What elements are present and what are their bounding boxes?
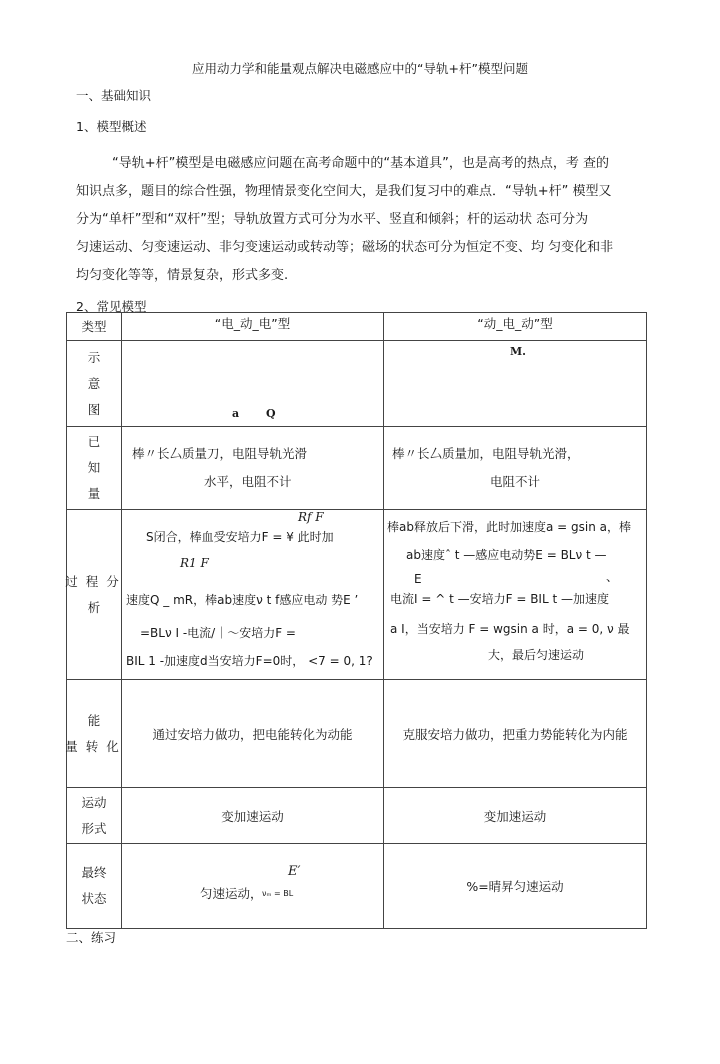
table-row-motion: [67, 788, 647, 844]
row-label-process: [67, 510, 122, 680]
process-col1-line6: BIL 1 -加速度d当安培力F=0时， <7 = 0, 1?: [126, 654, 373, 668]
label-char: 意: [87, 375, 101, 391]
label-line: 能: [87, 712, 101, 728]
overview-line: 均匀变化等等，情景复杂，形式多变.: [76, 268, 289, 283]
diagram-cell-col1: [122, 341, 384, 427]
process-col1-line4: 速度Q _ mR，棒ab速度ν t f感应电动 势E ’: [126, 593, 359, 607]
process-col2-line4: 电流I = ^ t —安培力F = BIL t —加速度: [390, 592, 609, 606]
section-heading-basics: 一、基础知识: [76, 88, 152, 103]
final-col1-subscript: νₘ = BL: [262, 889, 294, 898]
process-col2-line3a: E: [414, 572, 422, 586]
header-category: 类型: [67, 313, 122, 341]
process-cell-col2: [384, 510, 647, 680]
final-cell-col2: %=晴昇匀速运动: [384, 844, 647, 929]
process-col2-line3b: 、: [606, 570, 619, 584]
known-cell-col2: [384, 427, 647, 510]
table-row-known: [67, 427, 647, 510]
table-row-energy: [67, 680, 647, 788]
label-line: 运动: [81, 794, 107, 810]
model-comparison-table: [66, 312, 647, 929]
label-line: 形式: [81, 820, 107, 836]
header-col1: [122, 313, 384, 341]
overview-line: 匀速运动、匀变速运动、非匀变速运动或转动等；磁场的状态可分为恒定不变、均 匀变化和非: [76, 240, 614, 255]
known-col1-line2: 水平，电阻不计: [204, 474, 292, 489]
row-label-motion: [67, 788, 122, 844]
row-label-diagram: [67, 341, 122, 427]
row-label-energy: [67, 680, 122, 788]
header-col1-label: “电_动_电”型: [214, 316, 291, 331]
overview-line: 分为“单杆”型和“双杆”型；导轨放置方式可分为水平、竖直和倾斜；杆的运动状 态可分为: [76, 212, 589, 227]
document-title: 应用动力学和能量观点解决电磁感应中的“导轨+杆”模型问题: [192, 61, 528, 76]
label-char: 图: [87, 401, 101, 417]
label-line: 析: [87, 599, 101, 615]
label-line: 量 转 化: [65, 738, 121, 754]
final-col1-formula-top: E′: [288, 864, 301, 879]
known-cell-col1: [122, 427, 384, 510]
energy-cell-col2: 克服安培力做功，把重力势能转化为内能: [384, 680, 647, 788]
process-col2-line1: 棒ab释放后下滑，此时加速度a = gsin a，棒: [387, 520, 631, 534]
motion-cell-col1: 变加速运动: [122, 788, 384, 844]
known-col2-line2: 电阻不计: [490, 474, 541, 489]
process-col2-line6: 大，最后匀速运动: [488, 648, 585, 662]
section-heading-exercises: 二、练习: [66, 930, 117, 945]
header-col2-label: “动_电_动”型: [477, 316, 553, 331]
process-col2-line5: a I，当安培力 F = wgsin a 时，a = 0, ν 最: [390, 622, 630, 636]
motion-cell-col2: 变加速运动: [384, 788, 647, 844]
process-col1-line2: S闭合，棒血受安培力F = ¥ 此时加: [146, 530, 334, 544]
overview-paragraph: [76, 150, 650, 290]
subsection-heading-models: 2、常见模型: [76, 299, 147, 314]
process-cell-col1: [122, 510, 384, 680]
known-col1-line1: 棒〃长厶质量刀，电阻导轨光滑: [132, 446, 308, 461]
process-col1-line1: Rf F: [298, 510, 324, 524]
label-line: 状态: [81, 891, 107, 906]
diagram-label-m: M.: [510, 345, 527, 358]
overview-line: “导轨+杆”模型是电磁感应问题在高考命题中的“基本道具”，也是高考的热点，考 查的: [112, 156, 609, 171]
header-col2: [384, 313, 647, 341]
diagram-label-a: a: [232, 407, 240, 420]
row-label-known: [67, 427, 122, 510]
label-char: 知: [87, 460, 101, 475]
label-line: 过 程 分: [65, 573, 121, 589]
final-col1-text: 匀速运动，: [200, 886, 263, 901]
known-col2-line1: 棒〃长厶质量加，电阻导轨光滑，: [392, 446, 580, 461]
table-row-final: [67, 844, 647, 929]
label-line: 最终: [81, 865, 107, 880]
row-label-final: [67, 844, 122, 929]
label-char: 量: [87, 486, 101, 501]
final-cell-col1: [122, 844, 384, 929]
overview-line: 知识点多，题目的综合性强，物理情景变化空间大，是我们复习中的难点．“导轨+杆” 模型又: [76, 184, 612, 199]
table-row-diagram: [67, 341, 647, 427]
process-col1-line5: =BLν I -电流/｜～安培力F =: [140, 626, 296, 640]
subsection-heading-overview: 1、模型概述: [76, 119, 147, 134]
table-row-process: [67, 510, 647, 680]
process-col1-line3: R1 F: [180, 556, 209, 570]
label-char: 已: [87, 434, 101, 449]
diagram-cell-col2: [384, 341, 647, 427]
process-col2-line2: ab速度ˆ t —感应电动势E = BLν t —: [406, 548, 607, 562]
energy-cell-col1: 通过安培力做功，把电能转化为动能: [122, 680, 384, 788]
diagram-label-q: Q: [266, 407, 276, 420]
label-char: 示: [87, 349, 101, 365]
table-header-row: [67, 313, 647, 341]
